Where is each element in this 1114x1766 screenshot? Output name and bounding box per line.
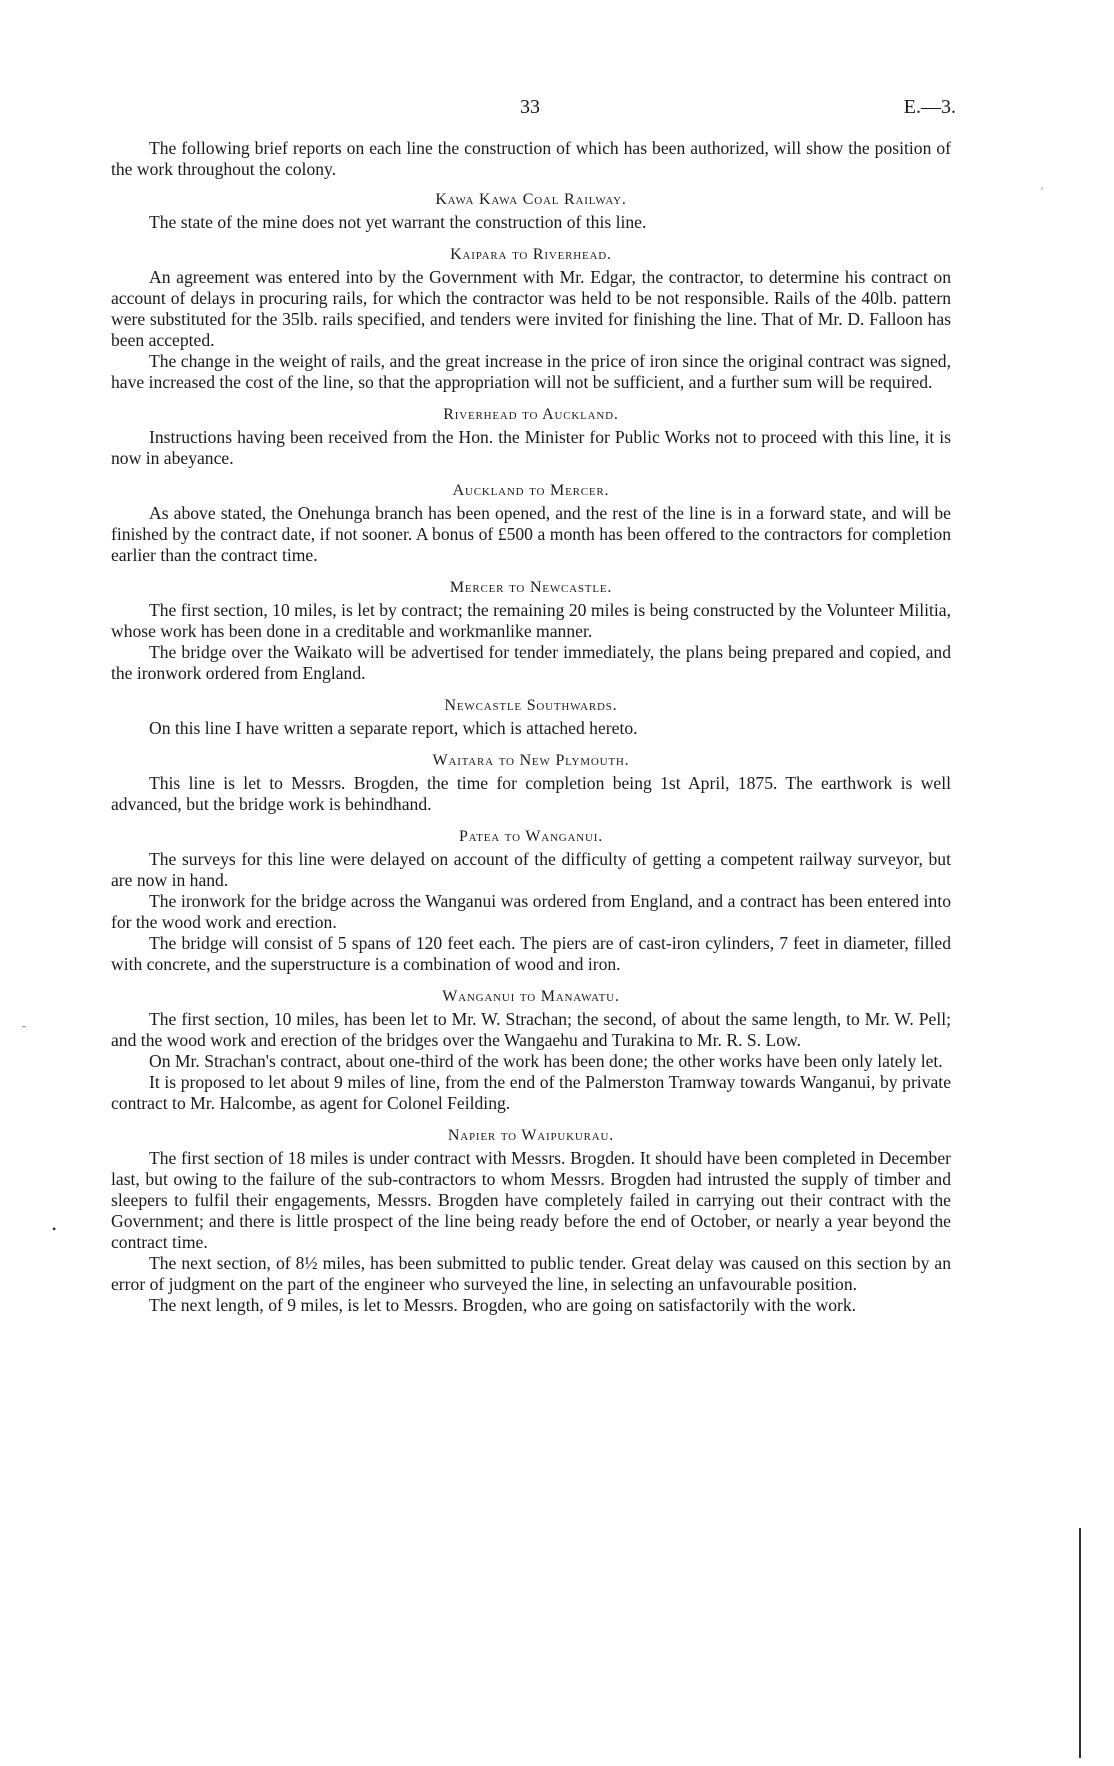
section-paragraph: Instructions having been received from the Hon. the Minister for Public Works not to proceed with this line, it is now in abeyance. (111, 427, 951, 468)
section-paragraph: The first section, 10 miles, is let by contract; the remaining 20 miles is being constructed by the Volunteer Militia, whose work has been done in a creditable and workmanlike manner. (111, 600, 951, 641)
section-paragraph: The surveys for this line were delayed on account of the difficulty of getting a competent railway surveyor, but are now in hand. (111, 849, 951, 890)
page-header (0, 96, 1114, 126)
section-paragraph: On this line I have written a separate report, which is attached hereto. (149, 718, 638, 738)
margin-rule (1079, 1528, 1081, 1758)
section-heading: Mercer to Newcastle. (449, 579, 613, 596)
section-paragraph: The ironwork for the bridge across the Wanganui was ordered from England, and a contract has been entered into for the wood work and erection. (111, 891, 951, 932)
stray-mark: • (52, 1222, 57, 1236)
section-heading: Auckland to Mercer. (452, 482, 610, 499)
section-heading: Waitara to New Plymouth. (432, 752, 630, 769)
section-heading: Kaipara to Riverhead. (450, 246, 612, 263)
section-paragraph: As above stated, the Onehunga branch has been opened, and the rest of the line is in a forward state, and will be finished by the contract date, if not sooner. A bonus of £500 a month has been offered to the contractors for completion earlier than the contract time. (111, 503, 951, 565)
section-paragraph: An agreement was entered into by the Government with Mr. Edgar, the contractor, to determine his contract on account of delays in procuring rails, for which the contractor was held to be not responsible. Rails of the 40lb. pattern were substituted for the 35lb. rails specified, and tenders were invited for finishing the line. That of Mr. D. Falloon has been accepted. (111, 267, 951, 350)
section-paragraph: The bridge will consist of 5 spans of 120 feet each. The piers are of cast-iron cylinders, 7 feet in diameter, filled with concrete, and the superstructure is a combination of wood and iron. (111, 933, 951, 974)
stray-mark: ˌ (1040, 176, 1044, 190)
page-number: 33 (520, 96, 540, 118)
section-heading: Napier to Waipukurau. (447, 1127, 615, 1144)
section-paragraph: The first section of 18 miles is under contract with Messrs. Brogden. It should have been completed in December last, but owing to the failure of the sub-contractors to whom Messrs. Brogden had intrusted the supply of timber and sleepers to fulfil their engagements, Messrs. Brogden have completely failed in carrying out their contract with the Government; and there is little prospect of the line being ready before the end of October, or nearly a year beyond the contract time. (111, 1148, 951, 1252)
section-paragraph: The bridge over the Waikato will be advertised for tender immediately, the plans being prepared and copied, and the ironwork ordered from England. (111, 642, 951, 683)
section-heading: Patea to Wanganui. (458, 828, 603, 845)
section-paragraph: The change in the weight of rails, and the great increase in the price of iron since the original contract was signed, have increased the cost of the line, so that the appropriation will not be sufficient, and a further sum will be required. (111, 351, 951, 392)
document-reference: E.—3. (903, 96, 956, 118)
intro-paragraph: The following brief reports on each line the construction of which has been authorized, will show the position of the work throughout the colony. (111, 138, 951, 179)
section-paragraph: This line is let to Messrs. Brogden, the time for completion being 1st April, 1875. The earthwork is well advanced, but the bridge work is behindhand. (111, 773, 951, 814)
stray-mark: ˗ (22, 1018, 26, 1032)
section-paragraph: The state of the mine does not yet warrant the construction of this line. (149, 212, 647, 232)
section-heading: Riverhead to Auckland. (443, 406, 619, 423)
section-paragraph: The next section, of 8½ miles, has been submitted to public tender. Great delay was caused on this section by an error of judgment on the part of the engineer who surveyed the line, in selecting an unfavourable position. (111, 1253, 951, 1294)
section-paragraph: It is proposed to let about 9 miles of line, from the end of the Palmerston Tramway towards Wanganui, by private contract to Mr. Halcombe, as agent for Colonel Feilding. (111, 1072, 951, 1113)
section-heading: Wanganui to Manawatu. (442, 988, 620, 1005)
section-heading: Kawa Kawa Coal Railway. (435, 191, 627, 208)
section-paragraph: On Mr. Strachan's contract, about one-third of the work has been done; the other works have been only lately let. (149, 1051, 943, 1071)
report-body (111, 138, 951, 1316)
section-heading: Newcastle Southwards. (444, 697, 618, 714)
section-paragraph: The first section, 10 miles, has been let to Mr. W. Strachan; the second, of about the same length, to Mr. W. Pell; and the wood work and erection of the bridges over the Wangaehu and Turakina to Mr. R. S. Low. (111, 1009, 951, 1050)
section-paragraph: The next length, of 9 miles, is let to Messrs. Brogden, who are going on satisfactorily with the work. (149, 1295, 857, 1315)
